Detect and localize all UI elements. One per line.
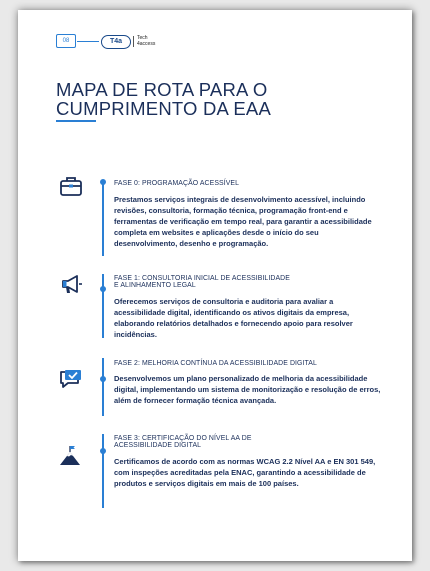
page-number: 08 [56, 34, 76, 48]
logo-text [137, 35, 155, 47]
phase-0-title-line1: FASE 0: PROGRAMAÇÃO ACESSÍVEL [114, 180, 240, 187]
phase-2-timeline-bar [102, 358, 104, 416]
chat-check-icon [58, 366, 84, 390]
phase-3-timeline-bar [102, 434, 104, 508]
title-underline [56, 120, 96, 122]
phase-2-title [114, 360, 379, 367]
page-title-line1: MAPA DE ROTA PARA O [56, 79, 268, 100]
phase-3-description: Certificamos de acordo com as normas WCAG 2.2 Nível AA e EN 301 549, com inspeções acreditadas pela ENAC, garantindo a acessibilidade de produtos e serviços digitais em mais de 100 países. [114, 457, 376, 488]
logo-mark: T4a [101, 35, 131, 49]
header-divider [77, 41, 99, 42]
phase-1-timeline-dot [100, 286, 106, 292]
phase-3-timeline-dot [100, 448, 106, 454]
logo-text-line1: Tech [137, 35, 148, 41]
phase-1-timeline-bar [102, 274, 104, 338]
logo-text-line2: 4access [137, 41, 156, 47]
phase-3-title-line2: ACESSIBILIDADE DIGITAL [114, 442, 202, 450]
phase-1-description: Oferecemos serviços de consultoria e auditoria para avaliar a acessibilidade digital, identificando os ativos digitais da empresa, elaborando relatórios detalhados e fornecendo apoio para resolver incidências. [114, 297, 353, 339]
tech4access-logo [101, 34, 181, 50]
page-title [56, 80, 376, 118]
phase-2-description: Desenvolvemos um plano personalizado de melhoria da acessibilidade digital, implementando um sistema de monitorização e resolução de erros, além de fornecer formação técnica avançada. [114, 374, 381, 405]
phase-0-timeline-dot [100, 179, 106, 185]
logo-divider [133, 36, 134, 47]
phase-3-title-line1: FASE 3: CERTIFICAÇÃO DO NÍVEL AA DE [114, 435, 252, 442]
phase-0-timeline-bar [102, 180, 104, 256]
phase-0-title [114, 180, 379, 187]
phase-1-title-line2: E ALINHAMENTO LEGAL [114, 282, 196, 290]
phase-1-title [114, 275, 379, 289]
phase-3-title [114, 435, 379, 449]
phase-2-timeline-dot [100, 376, 106, 382]
mountain-flag-icon [58, 444, 84, 468]
phase-0-description: Prestamos serviços integrais de desenvolvimento acessível, incluindo revisões, consultoria, formação técnica, programação front-end e ferramentas de verificação em tempo real, para garantir a acessibilidade completa em websites e aplicações desde o início do seu desenvolvimento, desenho e programação. [114, 195, 372, 248]
megaphone-icon [58, 272, 84, 296]
briefcase-icon [58, 174, 84, 198]
phase-2-title-line1: FASE 2: MELHORIA CONTÍNUA DA ACESSIBILIDADE DIGITAL [114, 360, 317, 367]
page-title-line2: CUMPRIMENTO DA EAA [56, 98, 272, 119]
phase-1-title-line1: FASE 1: CONSULTORIA INICIAL DE ACESSIBILIDADE [114, 275, 290, 282]
page-header [56, 34, 256, 52]
document-page [18, 10, 412, 561]
